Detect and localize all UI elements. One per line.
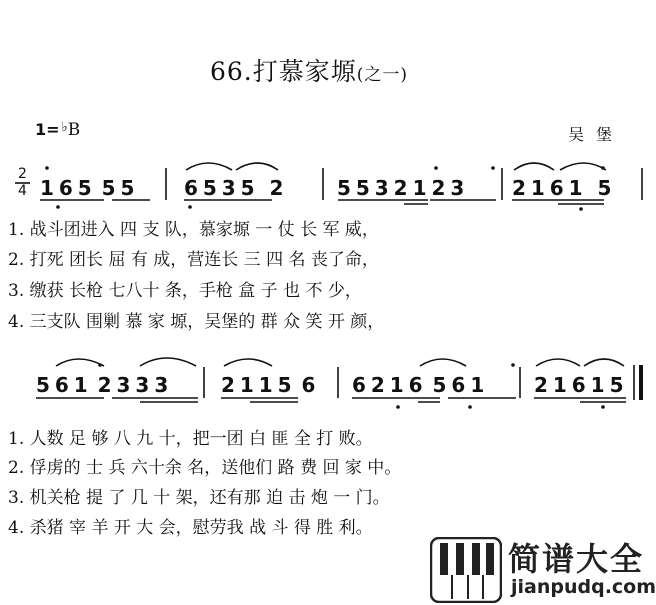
slur <box>560 163 606 170</box>
watermark-name: 简谱大全 <box>508 540 645 578</box>
note: 1 <box>389 373 404 397</box>
octave-dot <box>468 405 472 409</box>
note: 2 <box>221 373 235 397</box>
note: 1 <box>40 176 54 200</box>
note: 5 <box>77 176 92 200</box>
note: 2 <box>393 176 408 200</box>
note: 1 <box>590 373 605 397</box>
octave-dot <box>98 363 102 367</box>
note: 1 <box>73 373 88 397</box>
note: 6 <box>408 373 423 397</box>
note: 2 <box>370 373 385 397</box>
note: 6 <box>184 176 198 200</box>
lyric-line: 4. 三支队 围剿 慕 家 塬，吴堡的 群 众 笑 开 颜， <box>8 312 385 332</box>
octave-dot <box>45 166 49 170</box>
lyric-line: 4. 杀猪 宰 羊 开 大 会，慰劳我 战 斗 得 胜 利。 <box>8 518 373 538</box>
note: 3 <box>116 373 131 397</box>
slur <box>186 163 232 170</box>
note: 5 <box>597 176 612 200</box>
note: 2 <box>534 373 548 397</box>
piano-logo-icon <box>430 537 502 603</box>
slur <box>236 163 278 170</box>
note: 5 <box>36 373 50 397</box>
slur <box>420 359 466 366</box>
octave-dot <box>491 166 495 170</box>
octave-dot <box>56 205 60 209</box>
note: 1 <box>530 176 545 200</box>
slur <box>140 358 196 366</box>
octave-dot <box>511 363 515 367</box>
note: 6 <box>58 176 73 200</box>
note: 5 <box>609 373 624 397</box>
note: 5 <box>101 176 116 200</box>
slur <box>224 359 272 366</box>
slur <box>536 359 580 366</box>
note: 3 <box>135 373 150 397</box>
slur <box>56 359 104 366</box>
note: 3 <box>450 176 465 200</box>
song-title-main: 66.打慕家塬 <box>210 57 357 86</box>
note: 6 <box>451 373 466 397</box>
key-note: B <box>67 120 81 140</box>
note: 1 <box>470 373 485 397</box>
note: 5 <box>277 373 292 397</box>
slur <box>514 163 554 170</box>
octave-dot <box>434 166 438 170</box>
slur <box>584 359 624 366</box>
key-prefix: 1= <box>35 120 60 139</box>
octave-dot <box>396 405 400 409</box>
note: 3 <box>221 176 236 200</box>
octave-dot <box>601 166 605 170</box>
note: 6 <box>571 373 586 397</box>
octave-dot <box>579 207 583 211</box>
note: 5 <box>240 176 255 200</box>
watermark-url: jianpudq.com <box>511 576 656 598</box>
time-signature-top: 2 <box>18 166 27 182</box>
note: 3 <box>154 373 169 397</box>
note: 5 <box>202 176 217 200</box>
note: 2 <box>512 176 526 200</box>
lyric-line: 2. 俘虏的 士 兵 六十余 名，送他们 路 费 回 家 中。 <box>8 458 402 478</box>
octave-dot <box>188 205 192 209</box>
note: 6 <box>549 176 564 200</box>
octave-dot <box>601 405 605 409</box>
lyric-line: 1. 战斗团进入 四 支 队，慕家塬 一 仗 长 军 威， <box>8 220 379 240</box>
note: 1 <box>239 373 254 397</box>
note: 3 <box>374 176 389 200</box>
note: 5 <box>355 176 370 200</box>
flat-symbol: ♭ <box>61 120 68 135</box>
note: 2 <box>431 176 446 200</box>
lyric-line: 3. 缴获 长枪 七八十 条，手枪 盒 子 也 不 少， <box>8 281 362 301</box>
note: 1 <box>412 176 427 200</box>
time-signature-bottom: 4 <box>18 183 27 199</box>
note: 1 <box>258 373 273 397</box>
note: 1 <box>568 176 583 200</box>
lyric-line: 2. 打死 团长 屈 有 成，营连长 三 四 名 丧了命， <box>8 250 379 270</box>
lyric-line: 3. 机关枪 提 了 几 十 架，还有那 迫 击 炮 一 门。 <box>8 488 390 508</box>
note: 6 <box>352 373 366 397</box>
note: 5 <box>337 176 351 200</box>
song-origin: 吴堡 <box>568 125 625 144</box>
note: 5 <box>120 176 135 200</box>
note: 6 <box>54 373 69 397</box>
lyric-line: 1. 人数 足 够 八 九 十，把一团 白 匪 全 打 败。 <box>8 429 373 449</box>
note: 2 <box>269 176 284 200</box>
song-title-sub: (之一) <box>356 65 409 85</box>
note: 6 <box>301 373 316 397</box>
note: 1 <box>552 373 567 397</box>
note: 5 <box>432 373 447 397</box>
note: 2 <box>97 373 112 397</box>
